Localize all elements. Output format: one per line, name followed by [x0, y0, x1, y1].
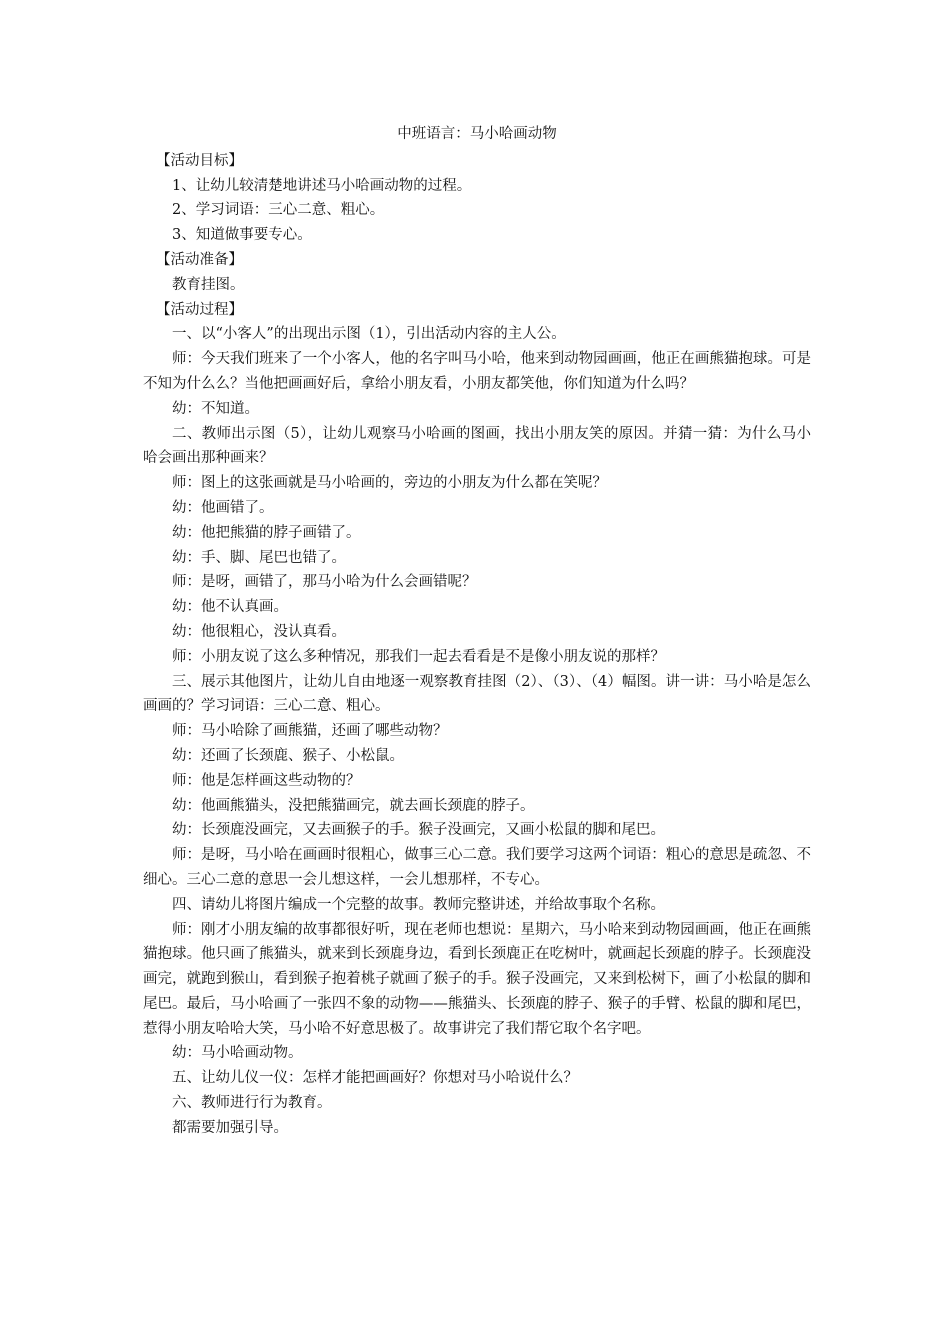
process-paragraph: 幼：他画熊猫头，没把熊猫画完，就去画长颈鹿的脖子。 — [172, 797, 535, 814]
process-paragraph: 幼：不知道。 — [172, 400, 259, 417]
process-paragraph: 幼：他把熊猫的脖子画错了。 — [172, 524, 361, 541]
process-paragraph: 幼：手、脚、尾巴也错了。 — [172, 549, 346, 566]
process-paragraph: 四、请幼儿将图片编成一个完整的故事。教师完整讲述，并给故事取个名称。 — [172, 896, 665, 913]
process-paragraph: 一、以“小客人”的出现出示图（1），引出活动内容的主人公。 — [172, 326, 566, 343]
process-heading: 【活动过程】 — [156, 301, 244, 318]
process-paragraph: 师：刚才小朋友编的故事都很好听，现在老师也想说：星期六，马小哈来到动物园画画，他正在画熊猫抱球。他只画了熊猫头，就来到长颈鹿身边，看到长颈鹿正在吃树叶，就画起长颈鹿的脖子。长颈鹿没画完，就跑到猴山，看到猴子抱着桃子就画了猴子的手。猴子没画完，又来到松树下，画了小松鼠的脚和尾巴。最后，马小哈画了一张四不象的动物——熊猫头、长颈鹿的脖子、猴子的手臂、松鼠的脚和尾巴，惹得小朋友哈哈大笑，马小哈不好意思极了。故事讲完了我们帮它取个名字吧。 — [143, 921, 811, 1037]
document-page — [143, 122, 811, 1141]
process-paragraph: 五、让幼儿仪一仪：怎样才能把画画好？你想对马小哈说什么？ — [172, 1070, 578, 1087]
process-paragraph: 师：图上的这张画就是马小哈画的，旁边的小朋友为什么都在笑呢？ — [172, 475, 607, 492]
process-paragraph: 师：马小哈除了画熊猫，还画了哪些动物？ — [172, 723, 448, 740]
process-paragraph: 幼：马小哈画动物。 — [172, 1045, 303, 1062]
process-paragraph: 幼：他画错了。 — [172, 499, 274, 516]
process-paragraph: 师：他是怎样画这些动物的？ — [172, 772, 361, 789]
process-paragraph: 幼：他很粗心，没认真看。 — [172, 623, 346, 640]
process-paragraph: 六、教师进行行为教育。 — [172, 1095, 332, 1112]
goal-item: 1、让幼儿较清楚地讲述马小哈画动物的过程。 — [172, 177, 472, 194]
process-paragraph: 二、教师出示图（5），让幼儿观察马小哈画的图画，找出小朋友笑的原因。并猜一猜：为什么马小哈会画出那种画来？ — [143, 425, 811, 467]
goal-item: 3、知道做事要专心。 — [172, 227, 312, 244]
process-paragraph: 师：是呀，画错了，那马小哈为什么会画错呢？ — [172, 574, 477, 591]
process-paragraph: 幼：还画了长颈鹿、猴子、小松鼠。 — [172, 747, 404, 764]
process-paragraph: 都需要加强引导。 — [172, 1119, 288, 1136]
goal-item: 2、学习词语：三心二意、粗心。 — [172, 202, 385, 219]
process-paragraph: 三、展示其他图片，让幼儿自由地逐一观察教育挂图（2）、（3）、（4）幅图。讲一讲：马小哈是怎么画画的？学习词语：三心二意、粗心。 — [143, 673, 811, 715]
process-body — [143, 322, 811, 1140]
process-paragraph: 师：今天我们班来了一个小客人，他的名字叫马小哈，他来到动物园画画，他正在画熊猫抱球。可是不知为什么么？当他把画画好后，拿给小朋友看，小朋友都笑他，你们知道为什么吗？ — [143, 351, 811, 392]
goal-heading: 【活动目标】 — [156, 152, 244, 169]
process-paragraph: 幼：他不认真画。 — [172, 599, 288, 616]
process-paragraph: 幼：长颈鹿没画完，又去画猴子的手。猴子没画完，又画小松鼠的脚和尾巴。 — [172, 822, 665, 839]
prep-heading: 【活动准备】 — [156, 251, 244, 268]
prep-text: 教育挂图。 — [172, 276, 245, 293]
page-title: 中班语言：马小哈画动物 — [397, 126, 557, 142]
process-paragraph: 师：小朋友说了这么多种情况，那我们一起去看看是不是像小朋友说的那样？ — [172, 648, 665, 665]
process-paragraph: 师：是呀，马小哈在画画时很粗心，做事三心二意。我们要学习这两个词语：粗心的意思是疏忽、不细心。三心二意的意思一会儿想这样，一会儿想那样，不专心。 — [143, 847, 811, 888]
